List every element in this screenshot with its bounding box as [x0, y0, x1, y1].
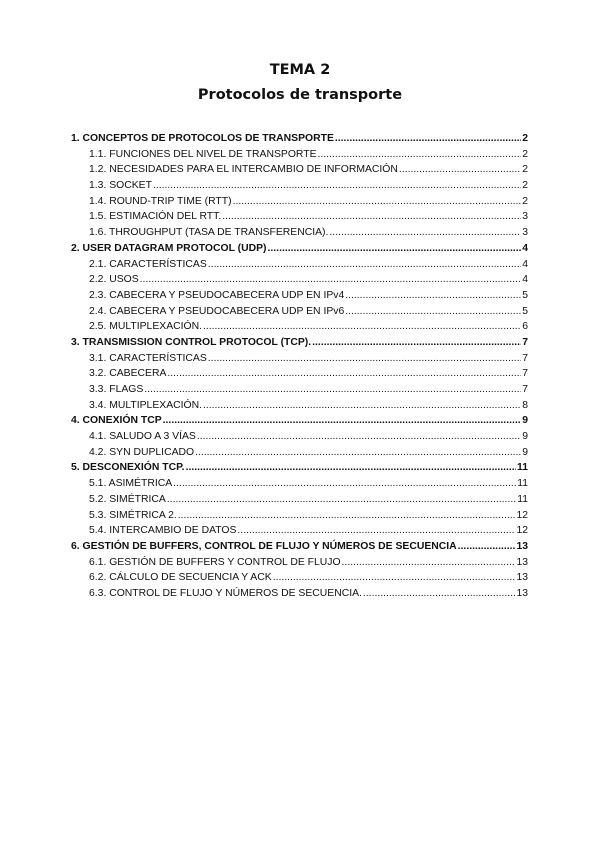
toc-dot-leader	[167, 492, 516, 508]
toc-subsection-entry[interactable]	[71, 257, 528, 273]
toc-entry-label: 5.1. ASIMÉTRICA	[89, 478, 173, 490]
toc-entry-label: 3.2. CABECERA	[89, 368, 167, 380]
toc-entry-label: 5.2. SIMÉTRICA	[89, 493, 166, 505]
toc-dot-leader	[208, 257, 521, 273]
toc-dot-leader	[268, 241, 522, 257]
toc-dot-leader	[233, 194, 522, 210]
toc-dot-leader	[345, 304, 521, 320]
toc-dot-leader	[208, 351, 521, 367]
toc-section-entry[interactable]	[71, 460, 528, 476]
toc-entry-label: 3. TRANSMISSION CONTROL PROTOCOL (TCP).	[71, 336, 312, 348]
toc-page-number: 9	[522, 446, 528, 458]
toc-subsection-entry[interactable]	[71, 555, 528, 571]
toc-dot-leader	[342, 555, 516, 571]
toc-page-number: 2	[522, 195, 528, 207]
toc-page-number: 13	[516, 572, 528, 584]
toc-subsection-entry[interactable]	[71, 272, 528, 288]
toc-dot-leader	[167, 366, 521, 382]
toc-entry-label: 1.2. NECESIDADES PARA EL INTERCAMBIO DE INFORMACIÓN	[89, 164, 398, 176]
toc-subsection-entry[interactable]	[71, 570, 528, 586]
toc-page-number: 7	[522, 336, 528, 348]
toc-dot-leader	[399, 162, 521, 178]
toc-dot-leader	[318, 147, 522, 163]
toc-subsection-entry[interactable]	[71, 523, 528, 539]
toc-dot-leader	[178, 508, 516, 524]
toc-page-number: 11	[517, 493, 528, 505]
toc-page-number: 5	[522, 289, 528, 301]
toc-page-number: 7	[522, 384, 528, 395]
toc-page-number: 9	[522, 415, 528, 427]
toc-subsection-entry[interactable]	[71, 398, 528, 414]
toc-subsection-entry[interactable]	[71, 209, 528, 225]
toc-entry-label: 3.4. MULTIPLEXACIÓN.	[89, 399, 202, 411]
toc-entry-label: 6. GESTIÓN DE BUFFERS, CONTROL DE FLUJO Y NÚMEROS DE SECUENCIA	[71, 540, 457, 552]
toc-entry-label: 2.4. CABECERA Y PSEUDOCABECERA UDP EN IPv6	[89, 305, 345, 317]
toc-dot-leader	[197, 429, 521, 445]
toc-subsection-entry[interactable]	[71, 225, 528, 241]
toc-subsection-entry[interactable]	[71, 366, 528, 382]
toc-entry-label: 4.2. SYN DUPLICADO	[89, 446, 195, 458]
toc-entry-label: 2.3. CABECERA Y PSEUDOCABECERA UDP EN IPv4	[89, 289, 345, 301]
toc-entry-label: 3.3. FLAGS	[89, 384, 144, 395]
toc-subsection-entry[interactable]	[71, 194, 528, 210]
document-subtitle: Protocolos de transporte	[197, 87, 403, 103]
toc-section-entry[interactable]	[71, 241, 528, 257]
toc-page-number: 7	[522, 368, 528, 380]
toc-entry-label: 1.6. THROUGHPUT (TASA DE TRANSFERENCIA).	[89, 227, 329, 239]
toc-page-number: 11	[517, 478, 528, 490]
toc-dot-leader	[345, 288, 521, 304]
toc-page-number: 2	[522, 180, 528, 192]
toc-entry-label: 5. DESCONEXIÓN TCP.	[71, 462, 185, 474]
toc-dot-leader	[144, 382, 521, 398]
toc-subsection-entry[interactable]	[71, 508, 528, 524]
toc-entry-label: 2.2. USOS	[89, 274, 139, 286]
toc-page-number: 8	[522, 399, 528, 411]
toc-page-number: 4	[522, 274, 528, 286]
toc-page-number: 5	[522, 305, 528, 317]
toc-page-number: 3	[522, 227, 528, 239]
toc-section-entry[interactable]	[71, 539, 528, 555]
toc-page-number: 2	[522, 164, 528, 176]
toc-page-number: 4	[522, 258, 528, 270]
toc-subsection-entry[interactable]	[71, 445, 528, 461]
toc-dot-leader	[186, 460, 516, 476]
table-of-contents	[71, 131, 528, 602]
toc-dot-leader	[203, 319, 521, 335]
toc-subsection-entry[interactable]	[71, 492, 528, 508]
toc-section-entry[interactable]	[71, 413, 528, 429]
toc-subsection-entry[interactable]	[71, 147, 528, 163]
toc-entry-label: 3.1. CARACTERÍSTICAS	[89, 352, 207, 364]
toc-subsection-entry[interactable]	[71, 429, 528, 445]
toc-entry-label: 1.4. ROUND-TRIP TIME (RTT)	[89, 195, 232, 207]
toc-page-number: 6	[522, 321, 528, 333]
toc-subsection-entry[interactable]	[71, 319, 528, 335]
toc-dot-leader	[237, 523, 515, 539]
toc-entry-label: 6.1. GESTIÓN DE BUFFERS Y CONTROL DE FLUJO	[89, 556, 341, 568]
toc-entry-label: 2. USER DATAGRAM PROTOCOL (UDP)	[71, 242, 267, 254]
toc-dot-leader	[173, 476, 516, 492]
toc-entry-label: 2.1. CARACTERÍSTICAS	[89, 258, 207, 270]
toc-dot-leader	[153, 178, 521, 194]
toc-subsection-entry[interactable]	[71, 162, 528, 178]
toc-page-number: 4	[522, 242, 528, 254]
toc-dot-leader	[140, 272, 522, 288]
toc-page-number: 7	[522, 352, 528, 364]
toc-page-number: 13	[516, 540, 528, 552]
toc-entry-label: 6.2. CÁLCULO DE SECUENCIA Y ACK	[89, 572, 272, 584]
toc-dot-leader	[203, 398, 521, 414]
toc-entry-label: 5.4. INTERCAMBIO DE DATOS	[89, 525, 237, 537]
toc-dot-leader	[273, 570, 516, 586]
toc-entry-label: 4.1. SALUDO A 3 VÍAS	[89, 431, 196, 443]
toc-page-number: 12	[516, 509, 528, 521]
toc-dot-leader	[163, 413, 522, 429]
toc-subsection-entry[interactable]	[71, 178, 528, 194]
toc-page-number: 12	[516, 525, 528, 537]
toc-subsection-entry[interactable]	[71, 586, 528, 602]
toc-subsection-entry[interactable]	[71, 351, 528, 367]
toc-page-number: 2	[522, 133, 528, 144]
toc-entry-label: 1.1. FUNCIONES DEL NIVEL DE TRANSPORTE	[89, 148, 317, 160]
toc-section-entry[interactable]	[71, 335, 528, 351]
toc-entry-label: 1.3. SOCKET	[89, 180, 152, 192]
toc-page-number: 3	[522, 211, 528, 223]
toc-subsection-entry[interactable]	[71, 476, 528, 492]
toc-dot-leader	[458, 539, 516, 555]
toc-subsection-entry[interactable]	[71, 304, 528, 320]
toc-entry-label: 1. CONCEPTOS DE PROTOCOLOS DE TRANSPORTE	[71, 133, 334, 144]
toc-page-number: 11	[517, 462, 528, 474]
toc-dot-leader	[329, 225, 521, 241]
toc-dot-leader	[363, 586, 516, 602]
toc-subsection-entry[interactable]	[71, 382, 528, 398]
toc-page-number: 13	[516, 587, 528, 599]
toc-entry-label: 6.3. CONTROL DE FLUJO Y NÚMEROS DE SECUENCIA.	[89, 587, 362, 599]
toc-entry-label: 4. CONEXIÓN TCP	[71, 415, 162, 427]
toc-entry-label: 2.5. MULTIPLEXACIÓN.	[89, 321, 202, 333]
toc-page-number: 9	[522, 431, 528, 443]
toc-section-entry[interactable]	[71, 131, 528, 147]
toc-entry-label: 5.3. SIMÉTRICA 2.	[89, 509, 177, 521]
toc-dot-leader	[335, 131, 521, 147]
toc-dot-leader	[195, 445, 521, 461]
toc-dot-leader	[312, 335, 521, 351]
document-title: TEMA 2	[269, 62, 331, 78]
toc-page-number: 2	[522, 148, 528, 160]
toc-entry-label: 1.5. ESTIMACIÓN DEL RTT.	[89, 211, 222, 223]
toc-dot-leader	[222, 209, 521, 225]
toc-page-number: 13	[516, 556, 528, 568]
toc-subsection-entry[interactable]	[71, 288, 528, 304]
